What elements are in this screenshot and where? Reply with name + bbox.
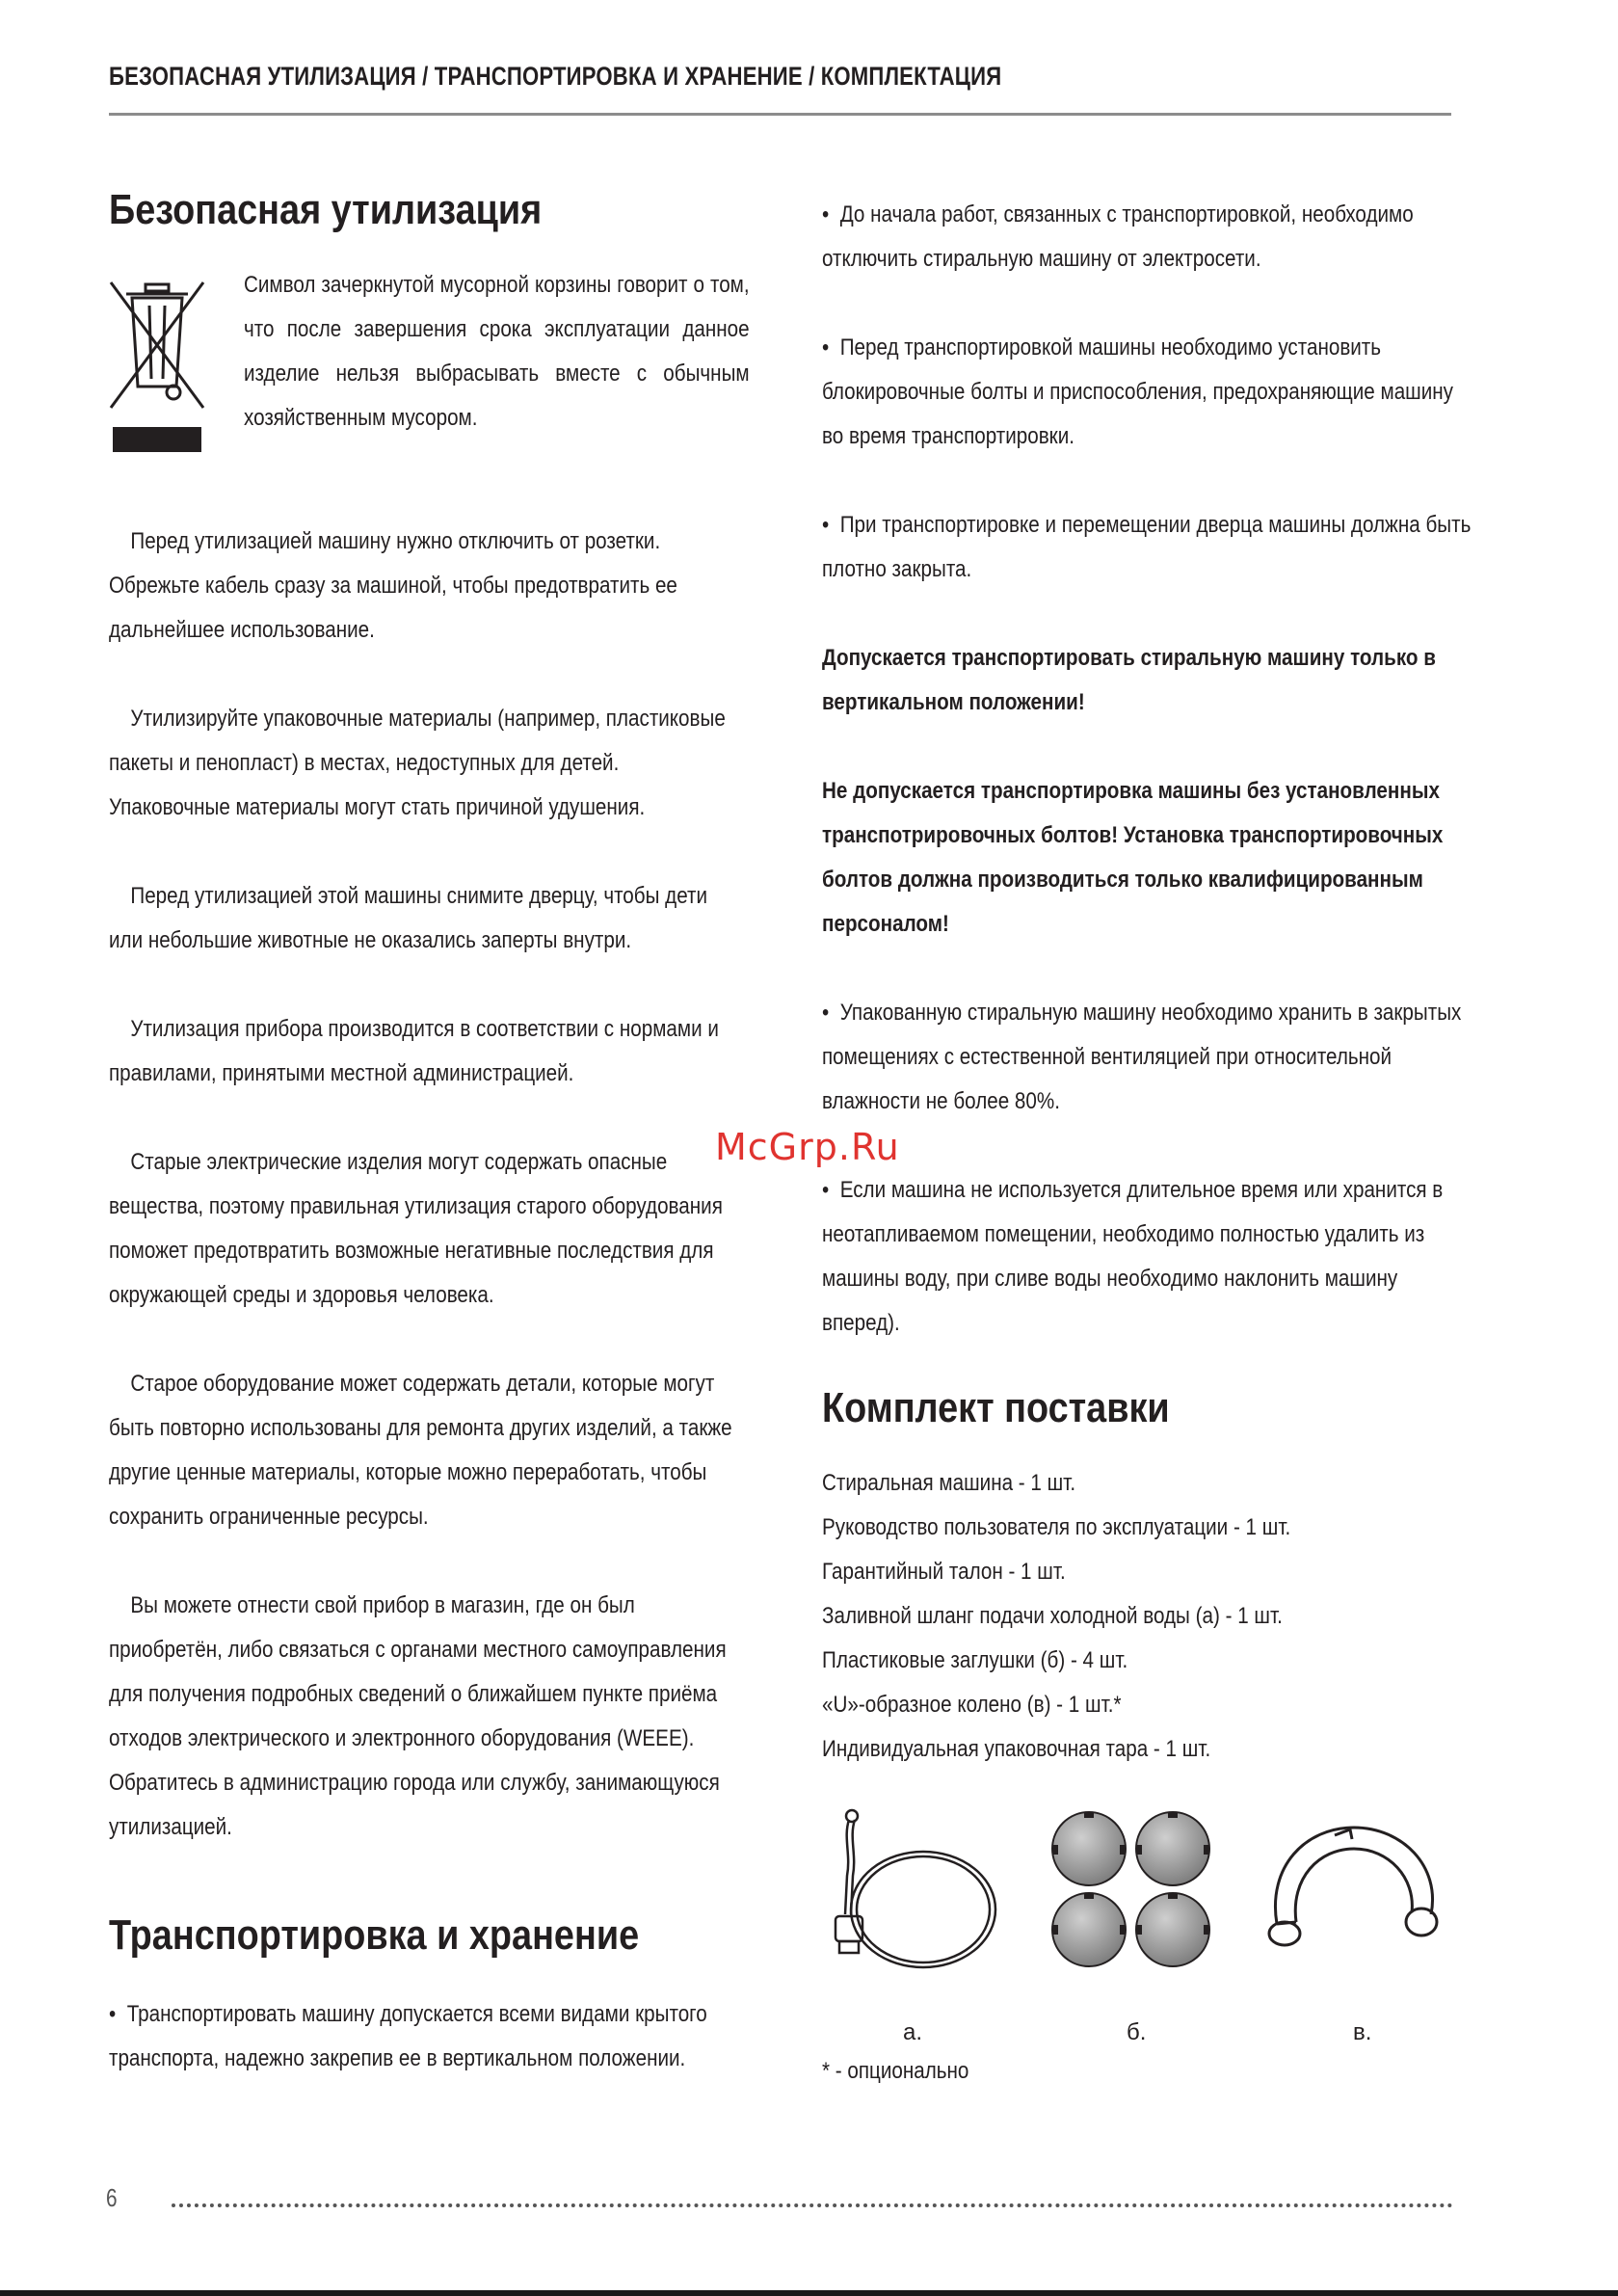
header-divider — [109, 113, 1451, 116]
kit-item: Пластиковые заглушки (б) - 4 шт. — [822, 1647, 1128, 1673]
bullet-icon: • — [822, 1000, 830, 1026]
transport-right-list — [822, 193, 1475, 1346]
transport-bullet-text: До начала работ, связанных с транспортировкой, необходимо отключить стиральную машину от электросети. — [822, 201, 1414, 272]
bullet-icon: • — [822, 512, 830, 538]
disposal-paragraph: Вы можете отнести свой прибор в магазин, где он был приобретён, либо связаться с органами местного самоуправления для получения подробных сведений о ближайшем пункте приёма отходов электрического и электронного оборудования (WEEE). Обратитесь в администрацию города или службу, занимающуюся утилизацией. — [109, 1592, 727, 1840]
plugs-icon — [1046, 1808, 1219, 1972]
disposal-paragraph: Перед утилизацией машину нужно отключить от розетки. Обрежьте кабель сразу за машиной, чтобы предотвратить ее дальнейшее использование. — [109, 528, 677, 643]
kit-heading: Комплект поставки — [822, 1384, 1170, 1431]
disposal-paragraph: Старые электрические изделия могут содержать опасные вещества, поэтому правильная утилизация старого оборудования поможет предотвратить возможные негативные последствия для окружающей среды и здоровья человека. — [109, 1149, 723, 1308]
kit-figures — [822, 1808, 1477, 2049]
figure-label-a: а. — [903, 2019, 923, 2045]
crossed-bin-icon — [109, 273, 205, 456]
transport-warning: Не допускается транспортировка машины без установленных транспотрировочных болтов! Установка транспортировочных болтов должна производиться только квалифицированным персоналом! — [822, 778, 1444, 937]
right-column — [822, 193, 1477, 2094]
transport-warning: Допускается транспортировать стиральную машину только в вертикальном положении! — [822, 645, 1436, 715]
kit-item: «U»-образное колено (в) - 1 шт.* — [822, 1692, 1122, 1718]
kit-footnote-wrap — [822, 2049, 1475, 2094]
transport-bullet-text: При транспортировке и перемещении дверца машины должна быть плотно закрыта. — [822, 512, 1472, 582]
left-column — [109, 178, 750, 2081]
transport-bullet-item — [822, 503, 1475, 592]
kit-item: Руководство пользователя по эксплуатации - 1 шт. — [822, 1514, 1291, 1540]
disposal-paragraph: Утилизация прибора производится в соответствии с нормами и правилами, принятыми местной администрацией. — [109, 1016, 719, 1086]
transport-bullet-text: Транспортировать машину допускается всеми видами крытого транспорта, надежно закрепив ее в вертикальном положении. — [109, 2001, 707, 2071]
figure-label-v: в. — [1353, 2019, 1372, 2045]
disposal-paragraph: Перед утилизацией этой машины снимите дверцу, чтобы дети или небольшие животные не оказались заперты внутри. — [109, 883, 707, 953]
figure-label-b: б. — [1127, 2019, 1147, 2045]
storage-bullet-text: Если машина не используется длительное время или хранится в неотапливаемом помещении, необходимо полностью удалить из машины воду, при сливе воды необходимо наклонить машину вперед). — [822, 1177, 1444, 1336]
disposal-heading: Безопасная утилизация — [109, 186, 543, 233]
weee-description: Символ зачеркнутой мусорной корзины говорит о том, что после завершения срока эксплуатации данное изделие нельзя выбрасывать вместе с обычным хозяйственным мусором. — [244, 272, 750, 431]
u-bend-icon — [1258, 1808, 1450, 1953]
hose-icon — [822, 1808, 1005, 1982]
kit-item: Стиральная машина - 1 шт. — [822, 1470, 1076, 1496]
page-number: 6 — [106, 2183, 118, 2212]
bullet-icon: • — [109, 2001, 117, 2027]
bullet-icon: • — [822, 201, 830, 227]
weee-block — [109, 263, 750, 475]
disposal-paragraphs — [109, 475, 743, 1850]
bullet-icon: • — [822, 1177, 830, 1203]
watermark-text: McGrp.Ru — [715, 1126, 900, 1168]
bullet-icon: • — [822, 334, 830, 360]
transport-heading: Транспортировка и хранение — [109, 1911, 640, 1959]
kit-item: Заливной шланг подачи холодной воды (а) - 1 шт. — [822, 1603, 1283, 1629]
bottom-edge-bar — [0, 2290, 1618, 2296]
transport-bullet-text: Перед транспортировкой машины необходимо установить блокировочные болты и приспособления, предохраняющие машину во время транспортировки. — [822, 334, 1453, 449]
kit-item: Индивидуальная упаковочная тара - 1 шт. — [822, 1736, 1211, 1762]
transport-bullet-item — [822, 193, 1475, 281]
footer-dotted-rule — [172, 2203, 1453, 2207]
page-header-title: БЕЗОПАСНАЯ УТИЛИЗАЦИЯ / ТРАНСПОРТИРОВКА И ХРАНЕНИЕ / КОМПЛЕКТАЦИЯ — [109, 62, 1002, 91]
transport-left-list — [109, 1992, 743, 2081]
kit-item: Гарантийный талон - 1 шт. — [822, 1559, 1066, 1585]
storage-bullet-item — [822, 1168, 1475, 1346]
storage-bullet-text: Упакованную стиральную машину необходимо хранить в закрытых помещениях с естественной вентиляцией при относительной влажности не более 80%. — [822, 1000, 1462, 1114]
kit-footnote: * - опционально — [822, 2058, 969, 2084]
transport-bullet-item — [109, 1992, 743, 2081]
transport-bullet-item — [822, 326, 1475, 459]
storage-bullet-item — [822, 991, 1475, 1124]
disposal-paragraph: Старое оборудование может содержать детали, которые могут быть повторно использованы для ремонта других изделий, а также другие ценные материалы, которые можно переработать, чтобы сохранить ограниченные ресурсы. — [109, 1371, 732, 1530]
kit-list — [822, 1461, 1475, 1772]
disposal-paragraph: Утилизируйте упаковочные материалы (например, пластиковые пакеты и пенопласт) в местах, недоступных для детей. Упаковочные материалы могут стать причиной удушения. — [109, 706, 726, 820]
